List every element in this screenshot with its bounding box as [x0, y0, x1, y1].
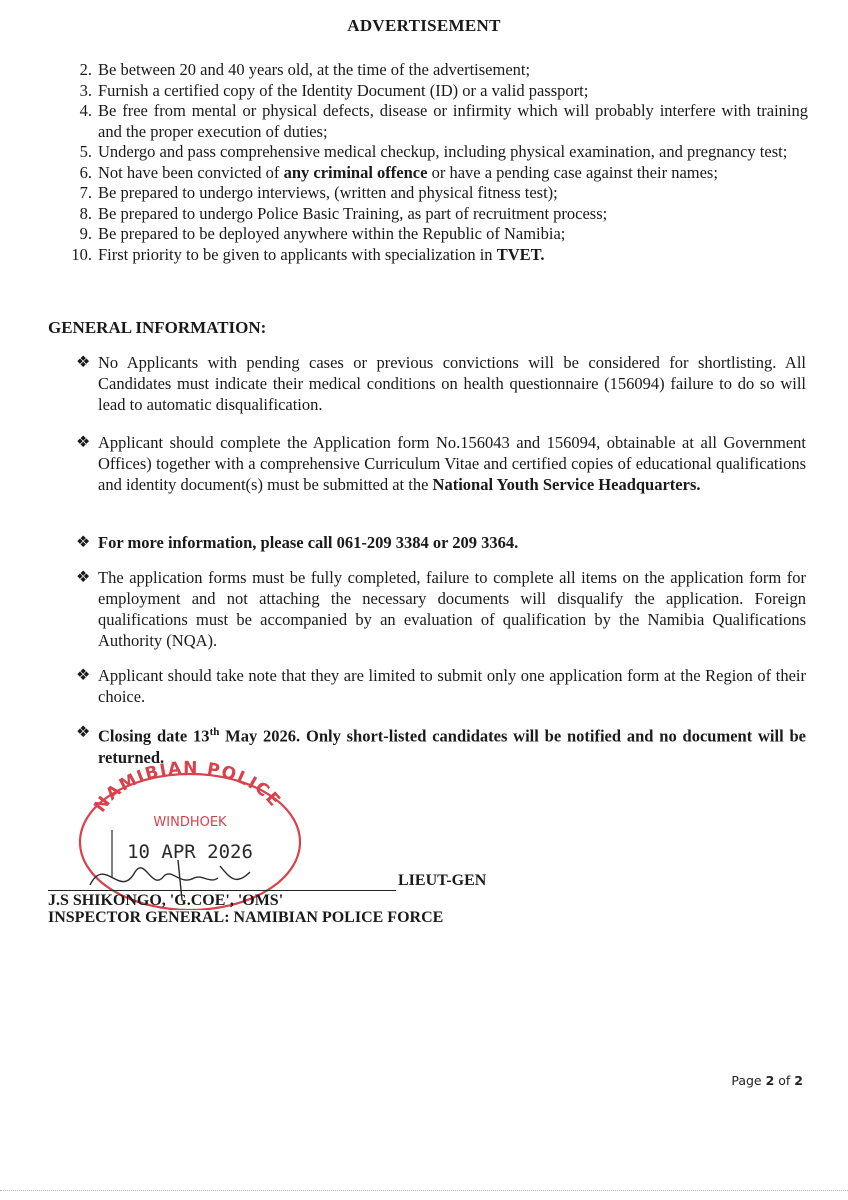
diamond-bullet-icon: ❖ [76, 667, 91, 684]
stamp-date: 10 APR 2026 [127, 841, 253, 863]
item-text-pre: First priority to be given to applicants with specialization in [98, 244, 497, 264]
list-item [48, 101, 808, 142]
item-text: Be prepared to undergo interviews, (written and physical fitness test); [98, 183, 558, 202]
info-text [98, 432, 806, 495]
item-text: Be free from mental or physical defects, disease or infirmity which will probably interfere with training and the proper execution of duties; [98, 101, 808, 141]
stamp-arc-text: NAMIBIAN POLICE [90, 760, 285, 817]
info-item [76, 567, 806, 651]
current-page: 2 [765, 1073, 775, 1088]
page-number [731, 1073, 803, 1088]
item-text: Undergo and pass comprehensive medical checkup, including physical examination, and pregnancy test; [98, 142, 788, 161]
contact-info-text: For more information, please call 061-209 3384 or 209 3364. [98, 533, 519, 552]
closing-date-a: Closing date 13 [98, 726, 210, 746]
general-information-heading: GENERAL INFORMATION: [48, 318, 267, 337]
diamond-bullet-icon: ❖ [76, 434, 91, 451]
item-number: 4. [79, 101, 92, 120]
list-item [48, 245, 808, 266]
item-number: 7. [79, 183, 92, 202]
item-number: 9. [79, 224, 92, 243]
item-text: Be prepared to be deployed anywhere within the Republic of Namibia; [98, 224, 566, 243]
page-title: ADVERTISEMENT [347, 16, 501, 35]
info-item [76, 665, 806, 707]
police-stamp [60, 760, 320, 910]
diamond-bullet-icon: ❖ [76, 724, 91, 741]
page-label: Page [731, 1073, 766, 1088]
item-text: Be between 20 and 40 years old, at the time of the advertisement; [98, 60, 531, 79]
list-item [48, 142, 808, 163]
item-number: 10. [71, 244, 92, 264]
list-item [48, 163, 808, 184]
closing-date-b: May 2026. Only short-listed candidates will be notified and no document will be returned. [98, 726, 806, 767]
list-item [48, 60, 808, 81]
signatory-rank: LIEUT-GEN [398, 872, 487, 889]
info-item [76, 532, 806, 553]
scan-edge-rule [0, 1190, 848, 1191]
info-text: The application forms must be fully completed, failure to complete all items on the application form for employment and not attaching the necessary documents will disqualify the application. Foreign qualifications must be accompanied by an evaluation of qualification by the Namibia Qualifications Authority (NQA). [98, 568, 806, 650]
info-item [76, 352, 806, 415]
item-text: Furnish a certified copy of the Identity Document (ID) or a valid passport; [98, 80, 589, 100]
item-text-bold: any criminal offence [283, 162, 428, 182]
item-text-pre: Not have been convicted of [98, 162, 284, 182]
info-item [76, 432, 806, 495]
signatory-name: J.S SHIKONGO, 'G.COE', 'OMS' [48, 892, 284, 909]
item-number: 3. [79, 80, 92, 100]
page-of-label: of [774, 1073, 795, 1088]
info-text-bold: National Youth Service Headquarters. [432, 475, 701, 494]
stamp-city: WINDHOEK [153, 815, 227, 830]
info-text: No Applicants with pending cases or previous convictions will be considered for shortlisting. All Candidates must indicate their medical conditions on health questionnaire (156094) failure to do so will lead to automatic disqualification. [98, 353, 806, 414]
closing-date-sup: th [209, 726, 220, 738]
diamond-bullet-icon: ❖ [76, 354, 91, 371]
list-item [48, 183, 808, 204]
info-text-pre: Applicant should complete the Application form No.156043 and 156094, obtainable at all Government Offices) together with a comprehensive Curriculum Vitae and certified copies of educational qualifications and identity document(s) must be submitted at the [98, 433, 806, 494]
item-number: 2. [79, 60, 92, 79]
signature-line [48, 890, 396, 891]
item-number: 8. [79, 203, 92, 223]
signatory-office: INSPECTOR GENERAL: NAMIBIAN POLICE FORCE [48, 909, 444, 926]
total-pages: 2 [794, 1073, 803, 1088]
item-number: 5. [79, 142, 92, 161]
item-text: Be prepared to undergo Police Basic Training, as part of recruitment process; [98, 203, 608, 223]
list-item [48, 81, 808, 102]
requirements-list [48, 60, 808, 265]
item-number: 6. [79, 162, 92, 182]
list-item [48, 204, 808, 225]
list-item [48, 224, 808, 245]
diamond-bullet-icon: ❖ [76, 569, 91, 586]
item-text-post: or have a pending case against their names; [427, 162, 718, 182]
item-text-bold: TVET. [496, 244, 545, 264]
diamond-bullet-icon: ❖ [76, 534, 91, 551]
info-text: Applicant should take note that they are limited to submit only one application form at the Region of their choice. [98, 666, 806, 706]
